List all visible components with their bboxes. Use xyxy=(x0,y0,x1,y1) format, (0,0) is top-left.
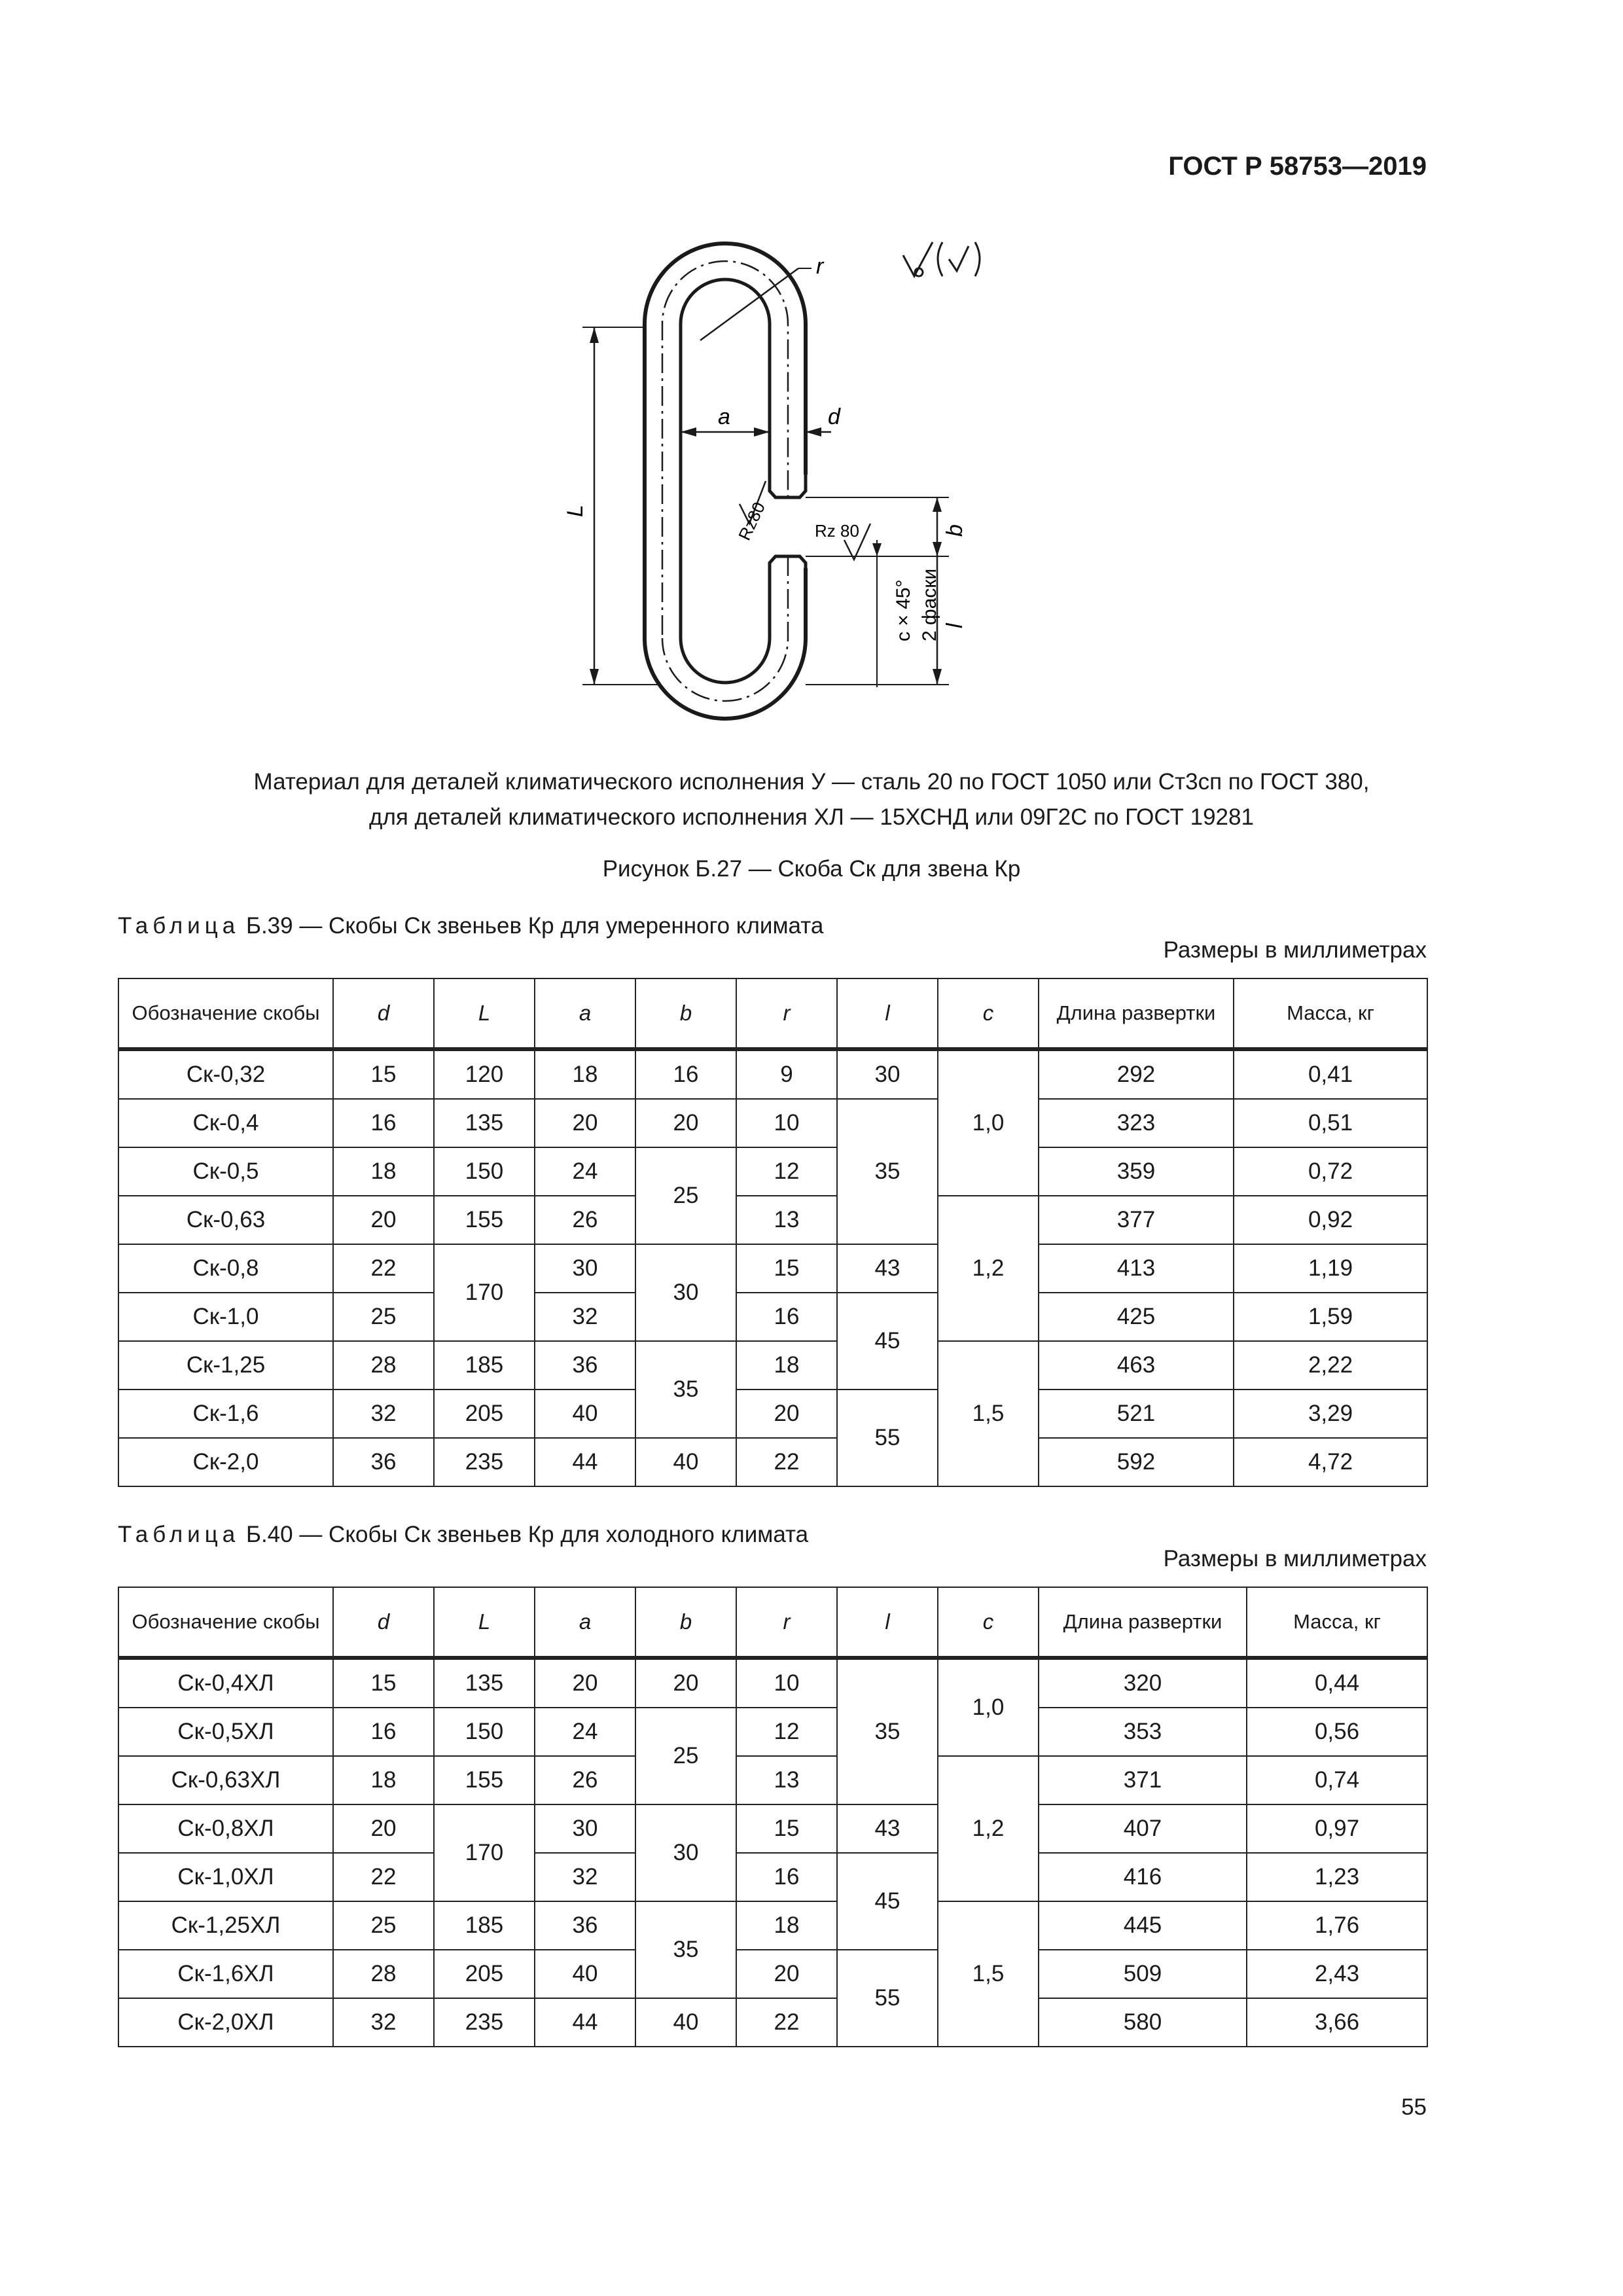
shackle-inner-contour xyxy=(681,279,770,638)
cell: 12 xyxy=(736,1708,837,1756)
cell: 20 xyxy=(635,1658,736,1708)
cell: 1,59 xyxy=(1234,1293,1427,1341)
cell: 0,74 xyxy=(1247,1756,1427,1804)
cell: Ск-0,32 xyxy=(118,1049,333,1099)
col-header-b: b xyxy=(635,978,736,1049)
cell: 0,44 xyxy=(1247,1658,1427,1708)
table-39 xyxy=(118,978,1428,1487)
cell: 416 xyxy=(1039,1853,1247,1901)
cell: 22 xyxy=(333,1244,434,1293)
cell: 25 xyxy=(635,1147,736,1244)
cell: Ск-1,0ХЛ xyxy=(118,1853,333,1901)
figure-caption: Рисунок Б.27 — Скоба Ск для звена Кр xyxy=(602,856,1021,882)
cell: 55 xyxy=(837,1390,938,1486)
cell: 25 xyxy=(333,1901,434,1950)
cell: 20 xyxy=(333,1196,434,1244)
cell: 55 xyxy=(837,1950,938,2047)
cell: 445 xyxy=(1039,1901,1247,1950)
cell: 155 xyxy=(434,1196,535,1244)
col-header-r: r xyxy=(736,978,837,1049)
cell: 16 xyxy=(333,1708,434,1756)
cell: Ск-1,25ХЛ xyxy=(118,1901,333,1950)
cell: 320 xyxy=(1039,1658,1247,1708)
cell: 1,0 xyxy=(938,1658,1039,1756)
cell: 44 xyxy=(535,1438,635,1486)
cell: 407 xyxy=(1039,1804,1247,1853)
cell: 35 xyxy=(635,1901,736,1998)
cell: 323 xyxy=(1039,1099,1234,1147)
cell: 120 xyxy=(434,1049,535,1099)
cell: Ск-0,4ХЛ xyxy=(118,1658,333,1708)
cell: 30 xyxy=(535,1244,635,1293)
cell: 3,66 xyxy=(1247,1998,1427,2047)
cell: 16 xyxy=(736,1853,837,1901)
label-L: L xyxy=(563,505,588,517)
col-header-b: b xyxy=(635,1587,736,1658)
col-header-r: r xyxy=(736,1587,837,1658)
label-rz-right: Rz 80 xyxy=(815,521,859,541)
cell: 509 xyxy=(1039,1950,1247,1998)
table-40-title xyxy=(118,1522,808,1548)
cell: 26 xyxy=(535,1756,635,1804)
cell: 0,92 xyxy=(1234,1196,1427,1244)
cell: Ск-1,6ХЛ xyxy=(118,1950,333,1998)
cell: 15 xyxy=(736,1244,837,1293)
cell: Ск-1,6 xyxy=(118,1390,333,1438)
cell: 25 xyxy=(333,1293,434,1341)
cell: 135 xyxy=(434,1658,535,1708)
cell: 371 xyxy=(1039,1756,1247,1804)
cell: 40 xyxy=(535,1950,635,1998)
label-a: a xyxy=(718,404,730,429)
shackle-drawing xyxy=(524,216,1047,740)
cell: 12 xyxy=(736,1147,837,1196)
cell: 0,72 xyxy=(1234,1147,1427,1196)
cell: 18 xyxy=(535,1049,635,1099)
col-header-a: a xyxy=(535,978,635,1049)
cell: 30 xyxy=(535,1804,635,1853)
col-header-a: a xyxy=(535,1587,635,1658)
cell: 35 xyxy=(635,1341,736,1438)
table-row xyxy=(118,1804,1427,1853)
cell: Ск-2,0ХЛ xyxy=(118,1998,333,2047)
cell: 16 xyxy=(333,1099,434,1147)
cell: Ск-1,25 xyxy=(118,1341,333,1390)
col-header-d: d xyxy=(333,1587,434,1658)
label-chamfer-count: 2 фаски xyxy=(919,568,940,641)
cell: 40 xyxy=(635,1438,736,1486)
cell: 32 xyxy=(535,1293,635,1341)
cell: 18 xyxy=(736,1901,837,1950)
cell: 22 xyxy=(736,1438,837,1486)
material-line-1: Материал для деталей климатического исполнения У — сталь 20 по ГОСТ 1050 или Ст3сп по ГОСТ 380, xyxy=(253,769,1370,795)
cell: 15 xyxy=(333,1658,434,1708)
cell: Ск-0,63 xyxy=(118,1196,333,1244)
cell: 205 xyxy=(434,1390,535,1438)
cell: 0,97 xyxy=(1247,1804,1427,1853)
cell: 20 xyxy=(736,1390,837,1438)
cell: 28 xyxy=(333,1950,434,1998)
cell: 150 xyxy=(434,1708,535,1756)
cell: 425 xyxy=(1039,1293,1234,1341)
table-39-title xyxy=(118,913,823,939)
table-row xyxy=(118,1049,1427,1099)
cell: 20 xyxy=(333,1804,434,1853)
cell: 43 xyxy=(837,1804,938,1853)
cell: 1,2 xyxy=(938,1756,1039,1901)
table-row xyxy=(118,1293,1427,1341)
cell: 18 xyxy=(333,1147,434,1196)
cell: 18 xyxy=(736,1341,837,1390)
cell: 1,76 xyxy=(1247,1901,1427,1950)
cell: 40 xyxy=(535,1390,635,1438)
cell: 2,43 xyxy=(1247,1950,1427,1998)
cell: 1,0 xyxy=(938,1049,1039,1196)
cell: 24 xyxy=(535,1147,635,1196)
cell: 40 xyxy=(635,1998,736,2047)
cell: Ск-0,8ХЛ xyxy=(118,1804,333,1853)
label-d: d xyxy=(828,404,840,429)
cell: 10 xyxy=(736,1099,837,1147)
cell: Ск-2,0 xyxy=(118,1438,333,1486)
cell: Ск-0,63ХЛ xyxy=(118,1756,333,1804)
col-header-c: c xyxy=(938,978,1039,1049)
cell: 463 xyxy=(1039,1341,1234,1390)
col-header-l: l xyxy=(837,978,938,1049)
cell: 1,5 xyxy=(938,1341,1039,1486)
label-b: b xyxy=(942,524,967,537)
table-39-units: Размеры в миллиметрах xyxy=(1163,937,1427,963)
table-row xyxy=(118,1756,1427,1804)
cell: Ск-0,5 xyxy=(118,1147,333,1196)
label-chamfer: c × 45° xyxy=(893,579,914,641)
cell: 32 xyxy=(535,1853,635,1901)
col-header-length: Длина развертки xyxy=(1039,978,1234,1049)
table-row xyxy=(118,1390,1427,1438)
cell: 43 xyxy=(837,1244,938,1293)
cell: 36 xyxy=(333,1438,434,1486)
cell: 35 xyxy=(837,1099,938,1244)
label-rz-left: Rz80 xyxy=(734,499,769,544)
cell: 0,41 xyxy=(1234,1049,1427,1099)
cell: 13 xyxy=(736,1756,837,1804)
cell: 1,5 xyxy=(938,1901,1039,2047)
table-39-label: Таблица xyxy=(118,913,240,939)
cell: 0,51 xyxy=(1234,1099,1427,1147)
table-39-title-text: Б.39 — Скобы Ск звеньев Кр для умеренного климата xyxy=(245,913,824,939)
table-row xyxy=(118,1341,1427,1390)
cell: 205 xyxy=(434,1950,535,1998)
cell: 592 xyxy=(1039,1438,1234,1486)
cell: 16 xyxy=(736,1293,837,1341)
cell: Ск-1,0 xyxy=(118,1293,333,1341)
cell: 32 xyxy=(333,1998,434,2047)
col-header-c: c xyxy=(938,1587,1039,1658)
cell: 2,22 xyxy=(1234,1341,1427,1390)
cell: 13 xyxy=(736,1196,837,1244)
label-l: l xyxy=(942,623,967,628)
table-row xyxy=(118,1099,1427,1147)
roughness-symbol-icon xyxy=(903,242,933,276)
table-row xyxy=(118,1901,1427,1950)
col-header-designation: Обозначение скобы xyxy=(118,1587,333,1658)
cell: 16 xyxy=(635,1049,736,1099)
shackle-inner-contour-bottom xyxy=(681,568,770,683)
cell: 1,23 xyxy=(1247,1853,1427,1901)
cell: 4,72 xyxy=(1234,1438,1427,1486)
standard-header: ГОСТ Р 58753—2019 xyxy=(1168,152,1427,181)
cell: 235 xyxy=(434,1998,535,2047)
col-header-mass: Масса, кг xyxy=(1247,1587,1427,1658)
table-row xyxy=(118,1998,1427,2047)
cell: 170 xyxy=(434,1804,535,1901)
cell: 24 xyxy=(535,1708,635,1756)
cell: 30 xyxy=(635,1804,736,1901)
cell: 150 xyxy=(434,1147,535,1196)
cell: 18 xyxy=(333,1756,434,1804)
table-row xyxy=(118,1708,1427,1756)
cell: 32 xyxy=(333,1390,434,1438)
table-row xyxy=(118,1658,1427,1708)
cell: 45 xyxy=(837,1293,938,1390)
table-row xyxy=(118,1950,1427,1998)
cell: 377 xyxy=(1039,1196,1234,1244)
col-header-d: d xyxy=(333,978,434,1049)
col-header-designation: Обозначение скобы xyxy=(118,978,333,1049)
cell: 28 xyxy=(333,1341,434,1390)
col-header-L: L xyxy=(434,978,535,1049)
table-40-title-text: Б.40 — Скобы Ск звеньев Кр для холодного климата xyxy=(245,1522,809,1547)
cell: 1,19 xyxy=(1234,1244,1427,1293)
cell: 22 xyxy=(333,1853,434,1901)
cell: 135 xyxy=(434,1099,535,1147)
cell: 521 xyxy=(1039,1390,1234,1438)
cell: 30 xyxy=(837,1049,938,1099)
col-header-L: L xyxy=(434,1587,535,1658)
cell: 292 xyxy=(1039,1049,1234,1099)
cell: 20 xyxy=(635,1099,736,1147)
table-40-label: Таблица xyxy=(118,1522,240,1547)
cell: 170 xyxy=(434,1244,535,1341)
cell: 580 xyxy=(1039,1998,1247,2047)
table-row xyxy=(118,1244,1427,1293)
cell: 185 xyxy=(434,1901,535,1950)
col-header-l: l xyxy=(837,1587,938,1658)
cell: 44 xyxy=(535,1998,635,2047)
material-note xyxy=(0,764,1623,835)
material-line-2: для деталей климатического исполнения ХЛ — 15ХСНД или 09Г2С по ГОСТ 19281 xyxy=(369,804,1254,830)
cell: 235 xyxy=(434,1438,535,1486)
cell: 26 xyxy=(535,1196,635,1244)
cell: Ск-0,5ХЛ xyxy=(118,1708,333,1756)
cell: 1,2 xyxy=(938,1196,1039,1341)
table-40-header-row xyxy=(118,1587,1427,1658)
cell: 20 xyxy=(736,1950,837,1998)
cell: 25 xyxy=(635,1708,736,1804)
cell: 36 xyxy=(535,1901,635,1950)
cell: 0,56 xyxy=(1247,1708,1427,1756)
cell: 10 xyxy=(736,1658,837,1708)
label-r: r xyxy=(816,254,824,279)
table-40 xyxy=(118,1587,1428,2047)
table-row xyxy=(118,1147,1427,1196)
table-row xyxy=(118,1853,1427,1901)
cell: 20 xyxy=(535,1099,635,1147)
page-number: 55 xyxy=(1401,2094,1427,2120)
cell: Ск-0,4 xyxy=(118,1099,333,1147)
table-39-header-row xyxy=(118,978,1427,1049)
cell: 359 xyxy=(1039,1147,1234,1196)
cell: 20 xyxy=(535,1658,635,1708)
cell: 36 xyxy=(535,1341,635,1390)
cell: 30 xyxy=(635,1244,736,1341)
cell: 3,29 xyxy=(1234,1390,1427,1438)
cell: 15 xyxy=(736,1804,837,1853)
cell: 15 xyxy=(333,1049,434,1099)
cell: 9 xyxy=(736,1049,837,1099)
table-row xyxy=(118,1438,1427,1486)
cell: Ск-0,8 xyxy=(118,1244,333,1293)
cell: 155 xyxy=(434,1756,535,1804)
cell: 35 xyxy=(837,1658,938,1804)
cell: 45 xyxy=(837,1853,938,1950)
cell: 353 xyxy=(1039,1708,1247,1756)
cell: 22 xyxy=(736,1998,837,2047)
table-row xyxy=(118,1196,1427,1244)
col-header-length: Длина развертки xyxy=(1039,1587,1247,1658)
col-header-mass: Масса, кг xyxy=(1234,978,1427,1049)
table-40-units: Размеры в миллиметрах xyxy=(1163,1546,1427,1571)
cell: 413 xyxy=(1039,1244,1234,1293)
cell: 185 xyxy=(434,1341,535,1390)
